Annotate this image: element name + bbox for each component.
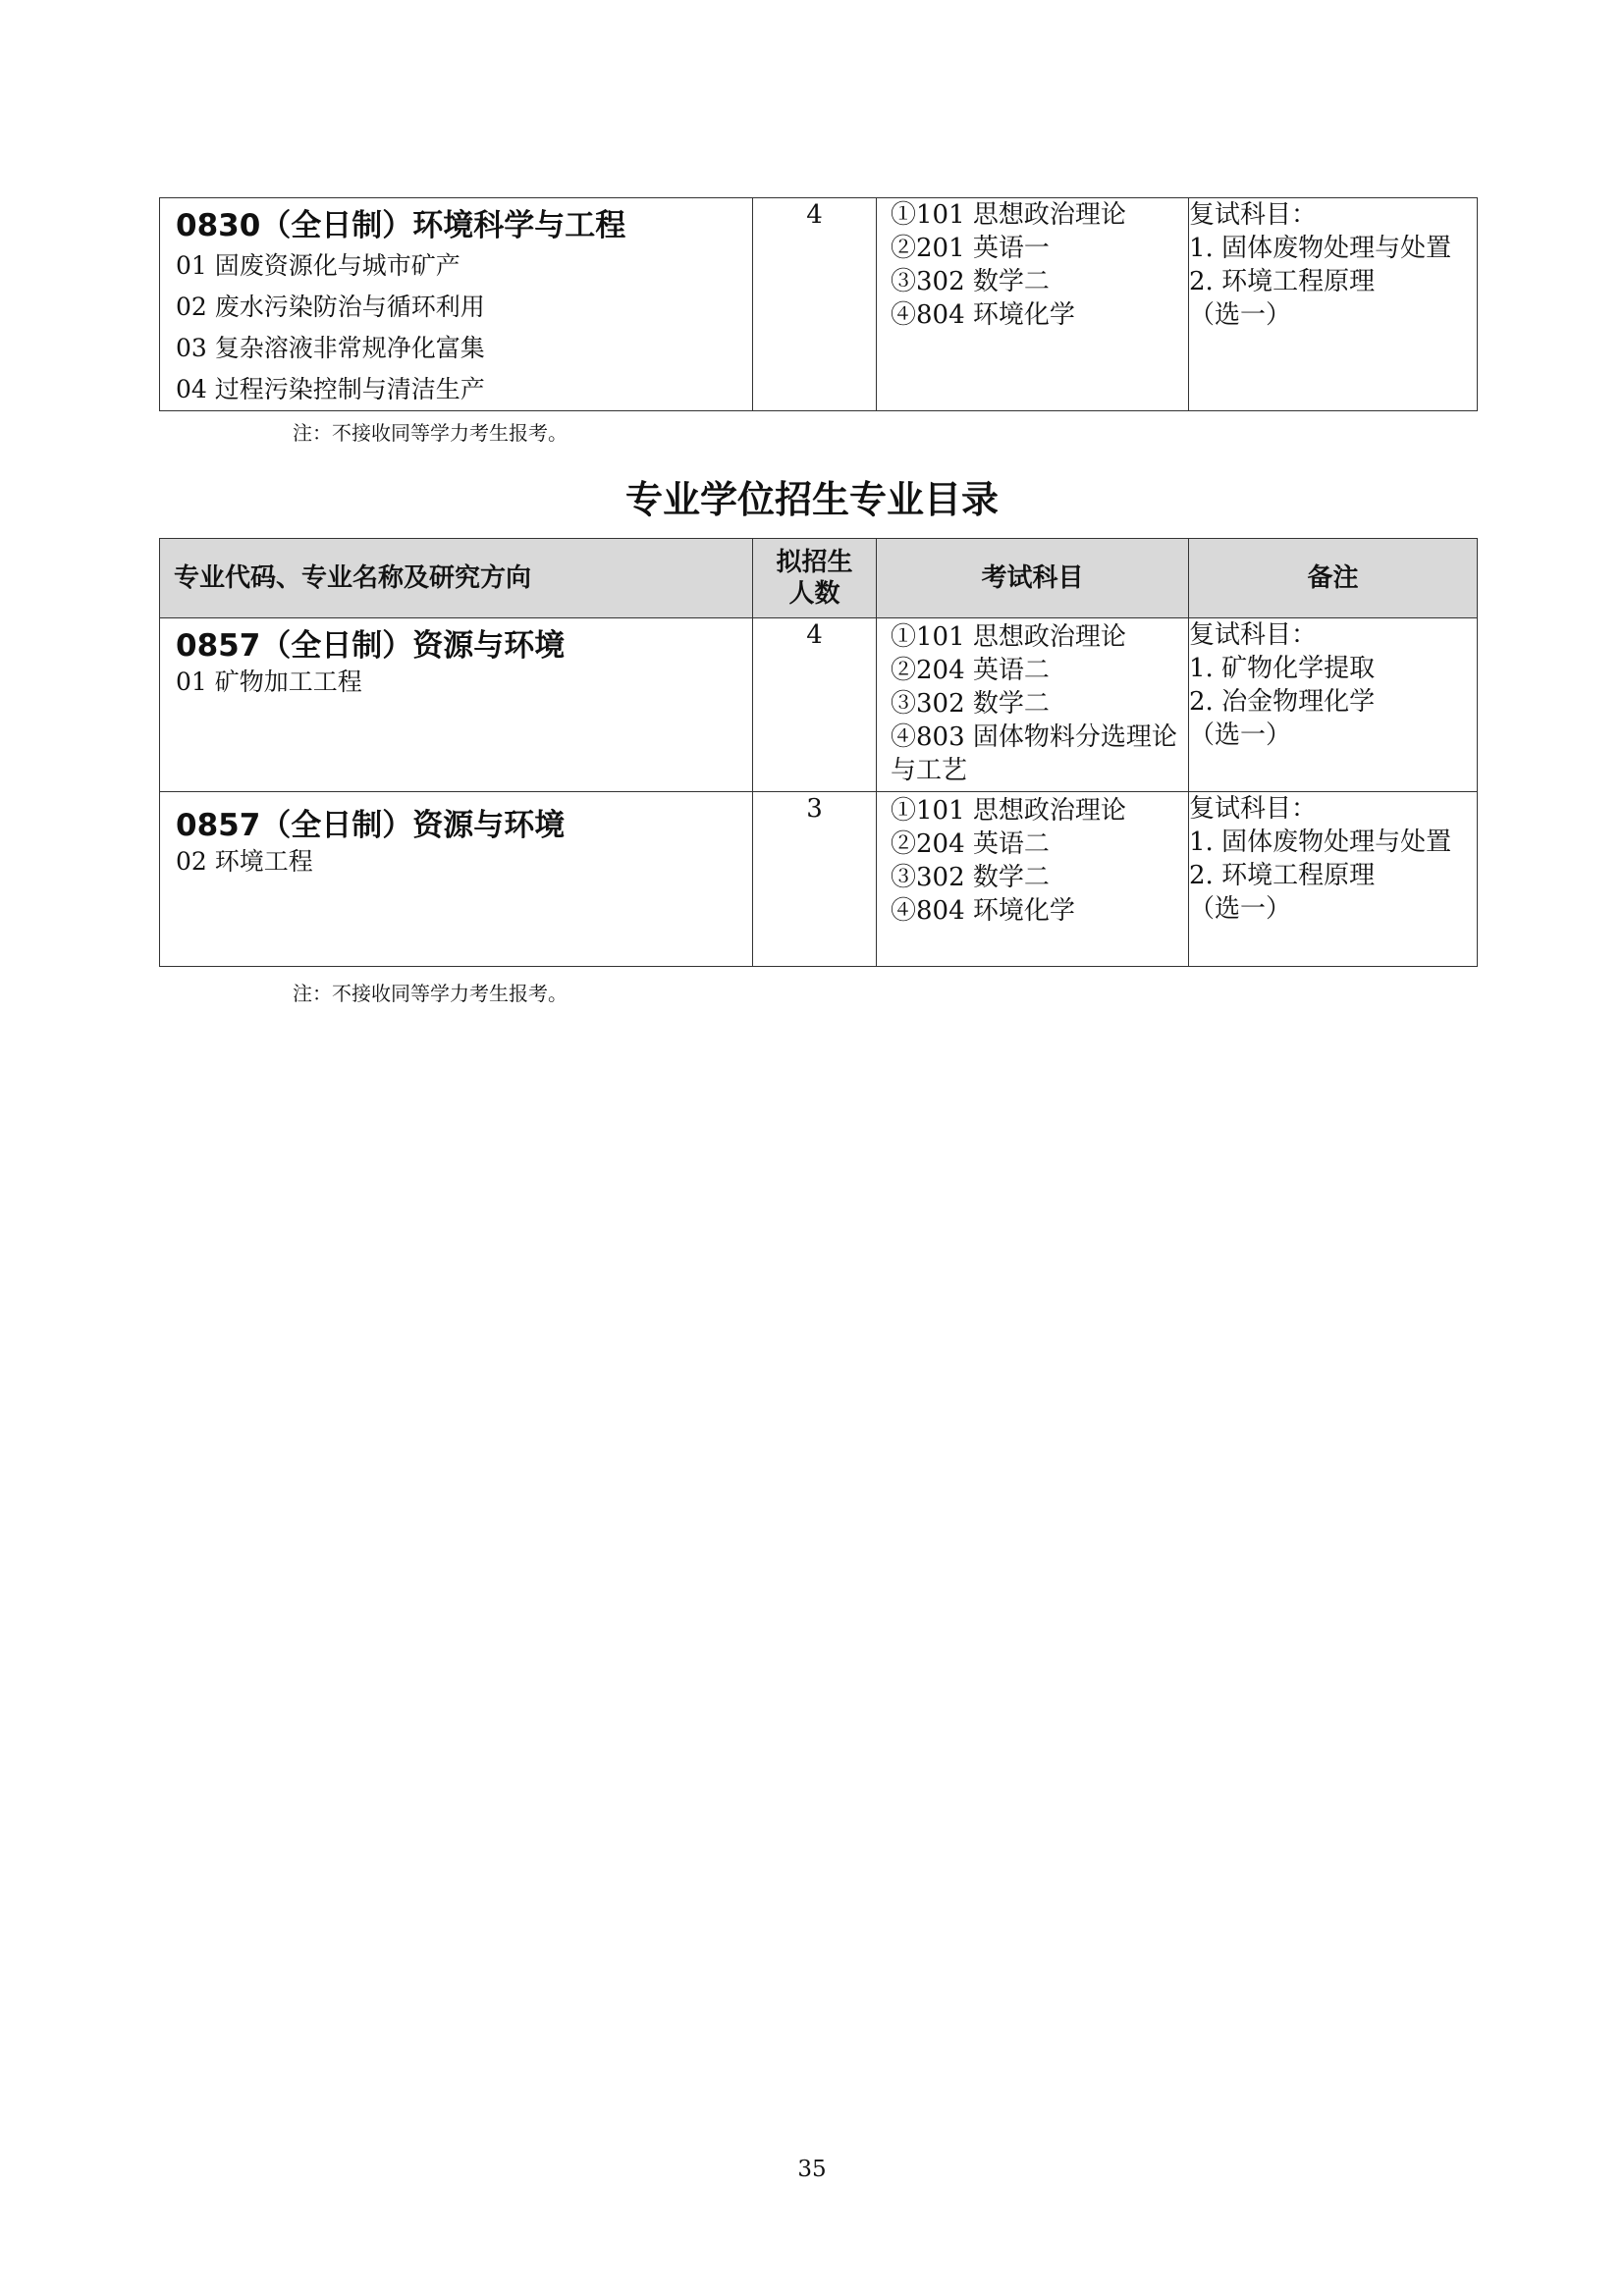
header-remarks: 备注 xyxy=(1189,539,1478,618)
direction-list xyxy=(160,845,752,879)
remark-line: 2. 环境工程原理 xyxy=(1189,861,1376,890)
page-number: 35 xyxy=(797,2157,827,2182)
remark-line: 复试科目： xyxy=(1189,794,1318,824)
remark-line: （选一） xyxy=(1189,894,1292,924)
subject-list xyxy=(877,618,1188,791)
catalog-table-professional xyxy=(159,538,1478,967)
header-subjects: 考试科目 xyxy=(877,539,1189,618)
list-item: 04 过程污染控制与清洁生产 xyxy=(176,375,485,403)
remark-line: （选一） xyxy=(1189,300,1292,330)
list-item: ①101 思想政治理论 xyxy=(891,796,1126,826)
remark-line: 2. 环境工程原理 xyxy=(1189,267,1376,296)
major-name: 0857（全日制）资源与环境 xyxy=(176,628,566,664)
list-item: ②204 英语二 xyxy=(891,656,1050,685)
table-row xyxy=(160,792,1478,967)
note-text: 注：不接收同等学力考生报考。 xyxy=(293,982,568,1005)
remark-line: （选一） xyxy=(1189,721,1292,750)
table-header-row xyxy=(160,539,1478,618)
header-major: 专业代码、专业名称及研究方向 xyxy=(160,539,753,618)
list-item: 03 复杂溶液非常规净化富集 xyxy=(176,334,485,362)
remarks-cell xyxy=(1189,618,1478,792)
remark-line: 1. 矿物化学提取 xyxy=(1189,654,1376,683)
quota-cell: 3 xyxy=(753,792,877,967)
header-quota xyxy=(753,539,877,618)
major-name: 0830（全日制）环境科学与工程 xyxy=(176,208,626,243)
subjects-cell xyxy=(877,198,1189,411)
quota-cell: 4 xyxy=(753,618,877,792)
list-item: ①101 思想政治理论 xyxy=(891,622,1126,652)
list-item: ④804 环境化学 xyxy=(891,896,1075,926)
remark-line: 2. 冶金物理化学 xyxy=(1189,687,1376,717)
list-item: 01 固废资源化与城市矿产 xyxy=(176,251,460,280)
remark-line: 1. 固体废物处理与处置 xyxy=(1189,828,1452,857)
remark-line: 复试科目： xyxy=(1189,620,1318,650)
major-name: 0857（全日制）资源与环境 xyxy=(176,808,566,843)
catalog-table-academic xyxy=(159,197,1478,411)
major-cell xyxy=(160,792,753,967)
header-quota-line2: 人数 xyxy=(788,579,840,609)
header-quota-line1: 拟招生 xyxy=(776,548,853,577)
list-item: ①101 思想政治理论 xyxy=(891,200,1126,230)
note-text: 注：不接收同等学力考生报考。 xyxy=(293,421,568,445)
major-cell xyxy=(160,198,753,411)
list-item: 02 环境工程 xyxy=(176,847,313,876)
subjects-cell xyxy=(877,618,1189,792)
list-item: ③302 数学二 xyxy=(891,689,1050,719)
table-row xyxy=(160,198,1478,411)
list-item: ④803 固体物料分选理论与工艺 xyxy=(891,722,1177,785)
quota-cell: 4 xyxy=(753,198,877,411)
section-title: 专业学位招生专业目录 xyxy=(624,478,999,521)
list-item: ②201 英语一 xyxy=(891,234,1050,263)
remark-line: 1. 固体废物处理与处置 xyxy=(1189,234,1452,263)
list-item: ④804 环境化学 xyxy=(891,300,1075,330)
list-item: 01 矿物加工工程 xyxy=(176,667,362,696)
major-cell xyxy=(160,618,753,792)
table-row xyxy=(160,618,1478,792)
remarks-cell xyxy=(1189,198,1478,411)
list-item: 02 废水污染防治与循环利用 xyxy=(176,293,485,321)
list-item: ③302 数学二 xyxy=(891,267,1050,296)
remarks-cell xyxy=(1189,792,1478,967)
subjects-cell xyxy=(877,792,1189,967)
direction-list xyxy=(160,245,752,410)
subject-list xyxy=(877,792,1188,932)
list-item: ②204 英语二 xyxy=(891,829,1050,859)
direction-list xyxy=(160,666,752,699)
list-item: ③302 数学二 xyxy=(891,863,1050,892)
remark-line: 复试科目： xyxy=(1189,200,1318,230)
subject-list xyxy=(877,198,1188,336)
